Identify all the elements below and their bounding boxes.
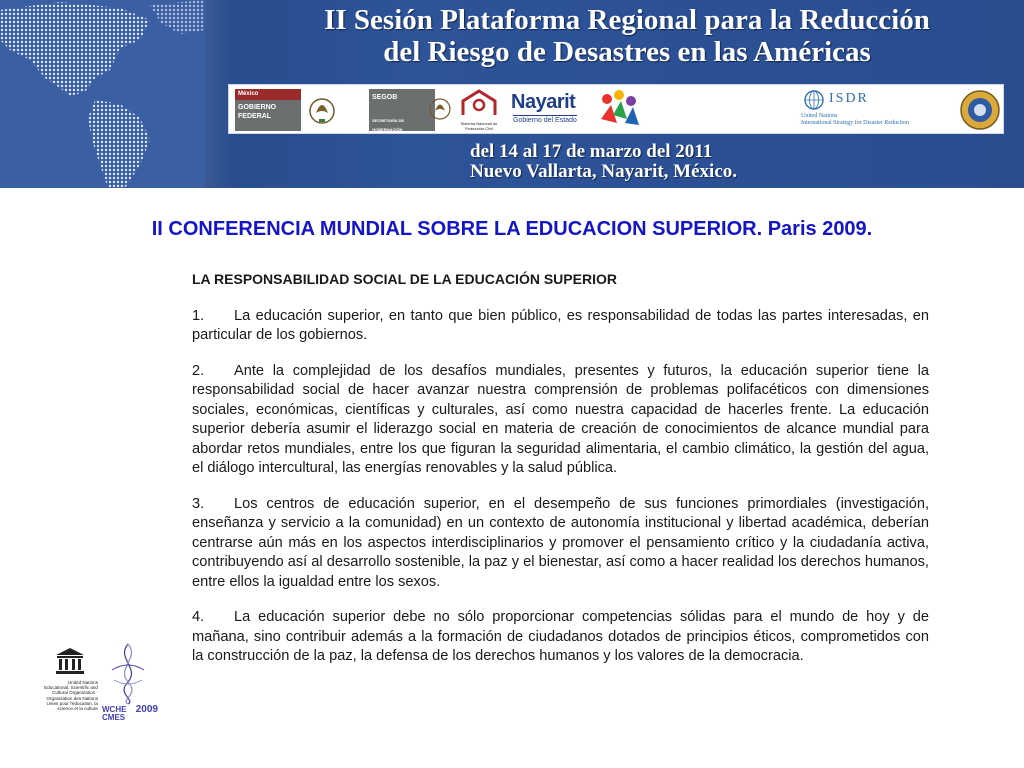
paragraph-3 [192,495,929,593]
paragraph-text: La educación superior, en tanto que bien público, es responsabilidad de todas las partes interesadas, en particular de los gobiernos. [192,307,929,343]
page-title: II CONFERENCIA MUNDIAL SOBRE LA EDUCACION SUPERIOR. Paris 2009. [151,218,873,240]
paragraph-number: 2. [192,362,205,379]
wche-2009-logo [100,640,158,724]
americas-map-icon [0,0,205,188]
paragraph-1 [192,307,929,346]
nayarit-wordmark: Nayarit [511,91,576,113]
wche-label-a: WCHE [102,705,127,714]
nayarit-subtitle: Gobierno del Estado [513,117,577,124]
mexico-eagle-icon [307,91,337,127]
unesco-temple-icon [54,646,86,676]
event-location: Nuevo Vallarta, Nayarit, México. [470,161,738,182]
paragraph-text: Ante la complejidad de los desafíos mundiales, presentes y futuros, la educación superior tiene la responsabilidad social de hacer avanzar nuestra comprensión de problemas polifacéticos con dimensiones sociales, económicas, científicas y culturales, así como nuestra capacidad de hacerles frente. La educación superior debería asumir el liderazgo social en materia de creación de conocimientos de alcance mundial para abordar retos mundiales, entre los que figuran la seguridad alimentaria, el cambio climático, la gestión del agua, el diálogo intercultural, las energías renovables y la salud pública. [192,362,929,476]
united-nations-icon [801,89,827,111]
nayarit-logo [509,89,639,131]
paragraph-number: 4. [192,609,205,625]
isdr-subtitle-line-1: United Nations [801,113,838,119]
proteccion-civil-logo [457,89,501,131]
paragraph-4 [192,608,929,667]
isdr-logo [799,89,949,131]
event-dates [470,142,737,182]
wche-label-b: CMES [102,713,126,722]
segob-logo-text: SEGOB [372,94,398,101]
unesco-caption: United Nations Educational, Scientific and Cultural Organization · Organisation des Nations Unies pour l'éducation, la science et la culture [44,680,98,712]
segob-eagle-icon [425,91,455,127]
unesco-logo [42,646,98,726]
oas-seal-icon [959,89,1001,131]
segob-logo-sub: SECRETARÍA DE GOBERNACIÓN [372,118,405,132]
nayarit-figures-icon [597,89,641,131]
event-title-line-1: II Sesión Plataforma Regional para la Reducción [324,4,930,36]
section-title: LA RESPONSABILIDAD SOCIAL DE LA EDUCACIÓN SUPERIOR [192,271,617,287]
isdr-subtitle-line-2: International Strategy for Disaster Reduction [801,120,909,126]
isdr-subtitle [801,113,909,127]
proteccion-civil-icon [457,89,501,119]
wche-figure-icon [106,640,150,706]
sponsor-logo-strip [228,84,1004,134]
event-title-line-2: del Riesgo de Desastres en las Américas [383,36,871,68]
header-banner [0,0,1024,188]
paragraph-text: Los centros de educación superior, en el desempeño de sus funciones primordiales (investigación, enseñanza y servicio a la comunidad) en un contexto de autonomía institucional y libertad académica, deberían centrarse aún más en los aspectos interdisciplinarios y promover el pensamiento crítico y la ciudadanía activa, contribuyendo así al desarrollo sostenible, la paz y el bienestar, así como a hacer realidad los derechos humanos, entre ellos la igualdad entre los sexos. [192,495,929,590]
isdr-wordmark: ISDR [829,91,869,106]
paragraph-2 [192,362,929,479]
event-dates-line-1: del 14 al 17 de marzo del 2011 [470,141,713,162]
mexico-logo-text: GOBIERNO FEDERAL [238,104,277,120]
article-body [192,270,929,683]
proteccion-civil-caption: Sistema Nacional de Protección Civil [460,121,498,131]
event-title [232,4,1022,68]
mexico-government-logo [235,89,301,131]
paragraph-number: 1. [192,307,205,324]
mexico-logo-top: México [235,89,301,100]
paragraph-text: La educación superior debe no sólo proporcionar competencias sólidas para el mundo de hoy y de mañana, sino contribuir además a la formación de ciudadanos dotados de principios éticos, comprometidos con la construcción de la paz, la defensa de los derechos humanos y los valores de la democracia. [192,609,929,664]
paragraph-number: 3. [192,495,205,512]
wche-year: 2009 [135,704,158,715]
